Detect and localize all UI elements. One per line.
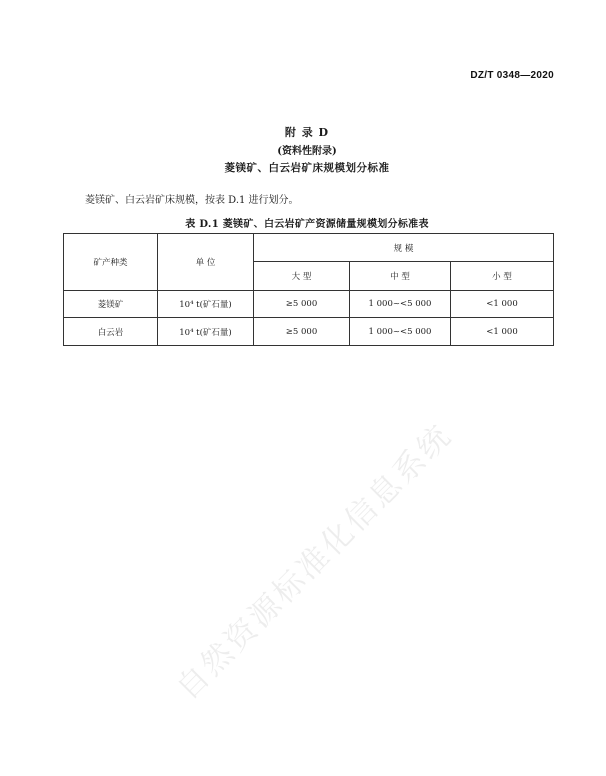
header-medium: 中 型: [350, 262, 451, 291]
cell-medium: 1 000~<5 000: [350, 291, 451, 318]
header-small: 小 型: [451, 262, 554, 291]
header-unit: 单 位: [158, 234, 254, 291]
header-mineral: 矿产种类: [64, 234, 158, 291]
standard-number: DZ/T 0348—2020: [470, 70, 554, 81]
table-row: [64, 291, 554, 318]
appendix-subject: 菱镁矿、白云岩矿床规模划分标准: [224, 162, 390, 174]
scale-table: [63, 233, 554, 346]
appendix-nature: (资料性附录): [277, 146, 337, 157]
table-caption: 表 D.1 菱镁矿、白云岩矿产资源储量规模划分标准表: [185, 219, 429, 230]
cell-unit: 10⁴ t(矿石量): [158, 291, 254, 318]
cell-medium: 1 000~<5 000: [350, 318, 451, 346]
appendix-title: 附 录 D: [284, 126, 330, 139]
cell-small: <1 000: [451, 291, 554, 318]
cell-small: <1 000: [451, 318, 554, 346]
cell-unit: 10⁴ t(矿石量): [158, 318, 254, 346]
table-row: [64, 318, 554, 346]
cell-mineral: 白云岩: [64, 318, 158, 346]
watermark: 自然资源标准化信息系统: [169, 417, 460, 707]
body-paragraph: 菱镁矿、白云岩矿床规模，按表 D.1 进行划分。: [85, 195, 299, 206]
header-large: 大 型: [254, 262, 350, 291]
table-header-row: [64, 234, 554, 262]
cell-large: ≥5 000: [254, 318, 350, 346]
cell-large: ≥5 000: [254, 291, 350, 318]
header-scale: 规 模: [254, 234, 554, 262]
cell-mineral: 菱镁矿: [64, 291, 158, 318]
